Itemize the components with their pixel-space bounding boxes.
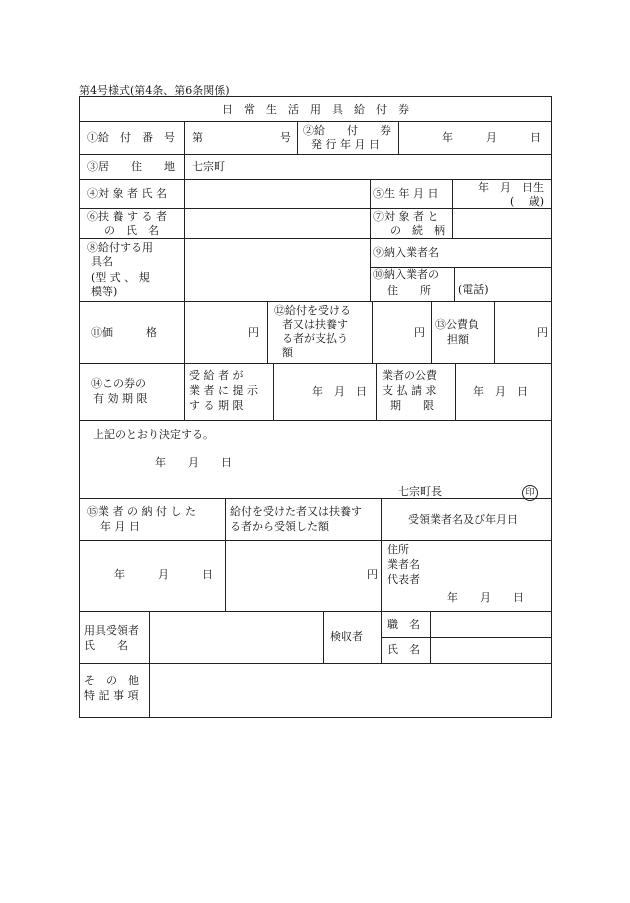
row-divider <box>80 179 551 180</box>
row-divider <box>80 301 551 302</box>
column-divider <box>267 301 268 363</box>
vendor-address-label: 住 所 <box>387 284 431 297</box>
inspector-label: 検収者 <box>330 630 363 643</box>
receiving-vendor-header: 受領業者名及び年月日 <box>408 513 518 526</box>
public-burden-label: ⑬公費負 <box>435 318 479 331</box>
claim-deadline-label: 期 限 <box>390 399 434 412</box>
subject-name-label: ④対 象 者 氏 名 <box>87 187 167 200</box>
benefit-number-suffix: 号 <box>280 131 291 144</box>
issue-date-label: 発 行 年 月 日 <box>311 138 380 151</box>
vendor-phone: (電話) <box>458 283 489 296</box>
age-value: ( 歳) <box>510 195 545 208</box>
seal-mark: 印 <box>522 485 538 501</box>
presentation-deadline-value: 年 月 日 <box>312 385 367 398</box>
column-divider <box>372 301 373 363</box>
benefit-voucher-form <box>79 96 552 718</box>
delivery-date-header: ⑮業 者 の 納 付 し た <box>87 505 196 518</box>
validity-label: ⑭この券の <box>91 377 146 390</box>
residence-label: ③居 住 地 <box>87 160 175 173</box>
price-label: ⑪価 格 <box>91 326 157 339</box>
row-divider <box>80 498 551 499</box>
received-amount-yen: 円 <box>367 568 378 581</box>
column-divider <box>184 121 185 363</box>
row-divider <box>80 154 551 155</box>
self-payment-yen: 円 <box>414 326 425 339</box>
column-divider <box>494 301 495 363</box>
column-divider <box>452 179 453 238</box>
column-divider <box>454 267 455 301</box>
column-divider <box>225 498 226 611</box>
item-name-label: 模等) <box>91 285 118 298</box>
row-divider <box>80 663 551 664</box>
column-divider <box>149 611 150 717</box>
birth-date-label: ⑤生 年 月 日 <box>373 187 439 200</box>
public-burden-label: 担額 <box>447 333 469 346</box>
decision-text: 上記のとおり決定する。 <box>93 428 214 441</box>
claim-deadline-label: 業者の公費 <box>382 369 437 382</box>
item-name-label: (型 式 、 規 <box>91 271 150 284</box>
row-divider <box>80 121 551 122</box>
vendor-address-label: ⑩納入業者の <box>373 268 439 281</box>
vendor-name-label: ⑨納入業者名 <box>373 246 439 259</box>
column-divider <box>381 498 382 611</box>
vendor-company: 業者名 <box>387 558 420 571</box>
guardian-name-label: の 氏 名 <box>104 224 159 237</box>
row-divider <box>80 208 551 209</box>
vendor-sign-date: 年 月 日 <box>447 591 524 604</box>
row-divider <box>80 238 551 239</box>
column-divider <box>398 121 399 154</box>
form-number-label: 第4号様式(第4条、第6条関係) <box>79 84 230 97</box>
vendor-address: 住所 <box>387 543 409 556</box>
row-divider <box>80 540 551 541</box>
guardian-name-label: ⑥扶 養 す る 者 <box>87 210 167 223</box>
delivery-date-value: 年 月 日 <box>114 568 213 581</box>
remarks-label: そ の 他 <box>84 674 139 687</box>
delivery-date-header: 年 月 日 <box>100 520 140 533</box>
public-burden-yen: 円 <box>537 326 548 339</box>
presentation-deadline-label: 受 給 者 が <box>189 369 244 382</box>
column-divider <box>297 121 298 154</box>
inspector-post-label: 職 名 <box>387 618 420 631</box>
inspector-name-label: 氏 名 <box>387 643 420 656</box>
column-divider <box>184 363 185 420</box>
self-payment-label: 者又は扶養す <box>282 318 348 331</box>
price-yen: 円 <box>248 326 259 339</box>
claim-deadline-value: 年 月 日 <box>473 385 528 398</box>
column-divider <box>381 611 382 663</box>
self-payment-label: る者が支払う <box>282 332 348 345</box>
benefit-number-prefix: 第 <box>192 131 203 144</box>
column-divider <box>273 363 274 420</box>
decision-date: 年 月 日 <box>155 456 232 469</box>
relationship-label: ⑦対 象 者 と <box>373 210 439 223</box>
received-amount-header: 給付を受けた者又は扶養す <box>230 505 362 518</box>
presentation-deadline-label: す る 期 限 <box>189 399 244 412</box>
recipient-name-label: 氏 名 <box>84 639 128 652</box>
row-divider <box>381 637 551 638</box>
relationship-label: の 続 柄 <box>390 224 445 237</box>
column-divider <box>431 301 432 363</box>
self-payment-label: 額 <box>282 346 293 359</box>
recipient-name-label: 用具受領者 <box>84 624 139 637</box>
self-payment-label: ⑫給付を受ける <box>274 304 351 317</box>
vendor-representative: 代表者 <box>387 573 420 586</box>
column-divider <box>376 363 377 420</box>
column-divider <box>455 363 456 420</box>
column-divider <box>430 611 431 663</box>
column-divider <box>370 179 371 301</box>
benefit-number-label: ①給 付 番 号 <box>87 131 175 144</box>
row-divider <box>80 420 551 421</box>
row-divider <box>80 611 551 612</box>
presentation-deadline-label: 業 者 に 提 示 <box>189 384 258 397</box>
remarks-label: 特 記 事 項 <box>84 689 139 702</box>
issue-date-value: 年 月 日 <box>442 131 541 144</box>
issue-date-label: ②給 付 券 <box>303 124 391 137</box>
mayor-signer: 七宗町長 <box>398 485 442 498</box>
claim-deadline-label: 支 払 請 求 <box>382 384 437 397</box>
validity-label: 有 効 期 限 <box>93 392 148 405</box>
received-amount-header: る者から受領した額 <box>230 520 329 533</box>
birth-date-value: 年 月 日生 <box>478 181 544 194</box>
residence-value: 七宗町 <box>192 160 225 173</box>
item-name-label: ⑧給付する用 <box>87 241 153 254</box>
column-divider <box>323 611 324 663</box>
item-name-label: 具名 <box>91 255 113 268</box>
form-title: 日 常 生 活 用 具 給 付 券 <box>222 103 409 116</box>
row-divider <box>80 363 551 364</box>
